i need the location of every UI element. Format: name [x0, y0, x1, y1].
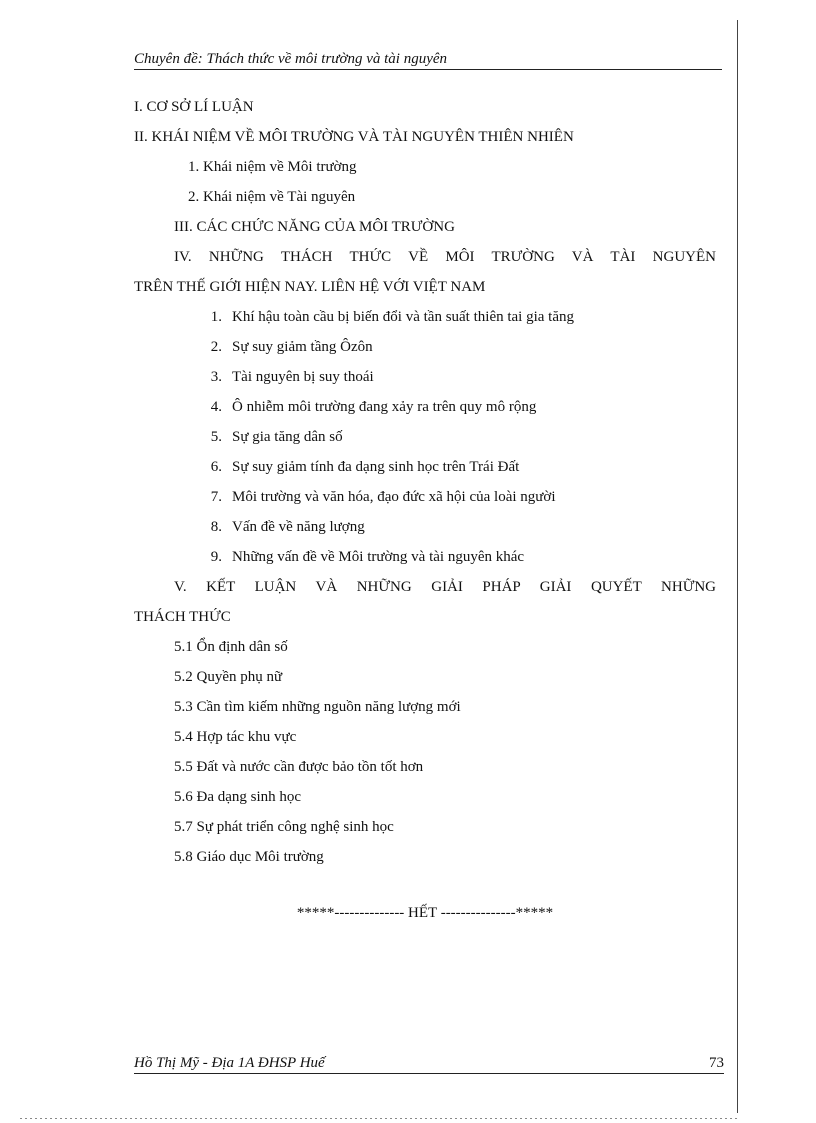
subsection-item: 5.8 Giáo dục Môi trường — [174, 849, 324, 865]
section-2-heading: II. KHÁI NIỆM VỀ MÔI TRƯỜNG VÀ TÀI NGUYÊN THIÊN NHIÊN — [134, 129, 574, 145]
list-item-number: 6. — [210, 459, 222, 475]
subsection-item: 5.1 Ổn định dân số — [174, 639, 288, 655]
page-number: 73 — [709, 1055, 724, 1071]
page-footer — [134, 1053, 724, 1074]
list-item-text: Tài nguyên bị suy thoái — [232, 369, 374, 385]
subsection-item: 5.3 Cần tìm kiếm những nguồn năng lượng mới — [174, 699, 461, 715]
list-item-number: 9. — [210, 549, 222, 565]
list-item — [134, 302, 716, 332]
list-item-text: Sự suy giảm tầng Ôzôn — [232, 339, 373, 355]
section-5-heading-line-2: THÁCH THỨC — [134, 609, 231, 625]
list-item — [134, 452, 716, 482]
list-item-number: 2. — [210, 339, 222, 355]
section-4-heading-line-1: IV. NHỮNG THÁCH THỨC VỀ MÔI TRƯỜNG VÀ TÀI NGUYÊN — [174, 249, 716, 265]
list-item-text: Vấn đề về năng lượng — [232, 519, 365, 535]
section-4-heading-line-2: TRÊN THẾ GIỚI HIỆN NAY. LIÊN HỆ VỚI VIỆT NAM — [134, 279, 486, 295]
header-title: Chuyên đề: Thách thức về môi trường và tài nguyên — [134, 51, 448, 67]
table-of-contents — [134, 92, 716, 872]
subsection-item: 5.2 Quyền phụ nữ — [174, 669, 283, 685]
list-item — [134, 362, 716, 392]
section-1-heading: I. CƠ SỞ LÍ LUẬN — [134, 99, 254, 115]
list-item-text: Sự suy giảm tính đa dạng sinh học trên Trái Đất — [232, 459, 520, 475]
end-marker: *****-------------- HẾT ---------------***** — [296, 905, 554, 921]
subsection-item: 5.5 Đất và nước cần được bảo tồn tốt hơn — [174, 759, 424, 775]
section-5-heading-line-1: V. KẾT LUẬN VÀ NHỮNG GIẢI PHÁP GIẢI QUYẾT NHỮNG — [174, 579, 716, 595]
list-item-text: Sự gia tăng dân số — [232, 429, 343, 445]
list-item-text: Môi trường và văn hóa, đạo đức xã hội của loài người — [232, 489, 556, 505]
section-2-item: 1. Khái niệm về Môi trường — [188, 159, 357, 175]
footer-author: Hồ Thị Mỹ - Địa 1A ĐHSP Huế — [134, 1055, 325, 1071]
section-3-heading: III. CÁC CHỨC NĂNG CỦA MÔI TRƯỜNG — [174, 219, 455, 235]
page-header — [134, 49, 722, 70]
list-item — [134, 482, 716, 512]
list-item — [134, 422, 716, 452]
list-item — [134, 512, 716, 542]
list-item-text: Ô nhiễm môi trường đang xảy ra trên quy mô rộng — [232, 399, 537, 415]
list-item-number: 3. — [210, 369, 222, 385]
list-item-number: 4. — [210, 399, 222, 415]
subsection-item: 5.6 Đa dạng sinh học — [174, 789, 302, 805]
list-item-text: Những vấn đề về Môi trường và tài nguyên khác — [232, 549, 525, 565]
page-border-bottom — [20, 1118, 738, 1119]
page-border-right — [737, 20, 738, 1113]
list-item — [134, 332, 716, 362]
list-item-number: 7. — [210, 489, 222, 505]
list-item-number: 5. — [210, 429, 222, 445]
list-item — [134, 392, 716, 422]
subsection-item: 5.4 Hợp tác khu vực — [174, 729, 297, 745]
list-item-number: 8. — [210, 519, 222, 535]
list-item-number: 1. — [210, 309, 222, 325]
list-item — [134, 542, 716, 572]
subsection-item: 5.7 Sự phát triển công nghệ sinh học — [174, 819, 394, 835]
list-item-text: Khí hậu toàn cầu bị biến đổi và tần suất thiên tai gia tăng — [232, 309, 574, 325]
section-2-item: 2. Khái niệm về Tài nguyên — [188, 189, 356, 205]
